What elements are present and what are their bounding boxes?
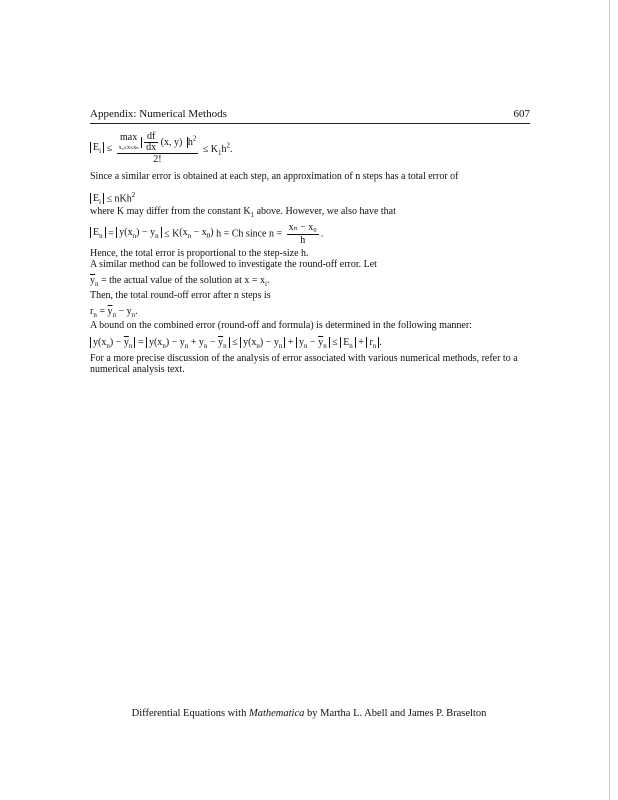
paragraph-line: where K may differ from the constant $K_1$ above. However, we also have that bbox=[90, 206, 396, 219]
running-header bbox=[90, 108, 530, 124]
paragraph-line: A similar method can be followed to investigate the round-off error. Let bbox=[90, 259, 377, 270]
equation-local-error: $E_i$ ≤ max x₀≤x≤xₙ $\frac{df}{dx}$ (x, y) $h^2$ 2! ≤ $K_1h^2$. bbox=[90, 132, 233, 166]
header-rule bbox=[90, 123, 530, 124]
page-number: 607 bbox=[513, 108, 530, 120]
equation-roundoff: $r_n = \overline{y}_n - y_n$. bbox=[90, 306, 138, 319]
footer-italic-title: Mathematica bbox=[248, 708, 305, 719]
fraction-max-derivative: max x₀≤x≤xₙ $\frac{df}{dx}$ (x, y) $h^2$ 2! bbox=[118, 131, 197, 165]
paragraph-line: numerical analysis text. bbox=[90, 364, 185, 375]
header-title: Appendix: Numerical Methods bbox=[90, 108, 227, 120]
equation-error-bound: $E_n = y(x_n) - y_n \le K(x_n - x_0) h = Ch$ since n = $\frac{\text{xₙ − x₀}}{h}$ . bbox=[90, 222, 323, 247]
paragraph-line: Since a similar error is obtained at each step, an approximation of n steps has a total error of bbox=[90, 171, 459, 182]
paragraph-line: A bound on the combined error (round-off and formula) is determined in the following manner: bbox=[90, 320, 472, 331]
equation-total-error: $E_i \le nKh^2$ bbox=[90, 189, 135, 208]
page-footer: Differential Equations with Mathematica by Martha L. Abell and James P. Braselton bbox=[131, 708, 487, 719]
paragraph-line: For a more precise discussion of the analysis of error associated with various numerical methods, refer to a bbox=[90, 353, 518, 364]
page-edge-line bbox=[609, 0, 610, 800]
equation-combined-bound: $y(x_n) - \overline{y}_n = y(x_n) - y_n + y_n - \overline{y}_n \le y(x_n) - y_n + y_n - \overline{y}_n \le E_n + r_n$ . bbox=[90, 337, 382, 352]
paragraph-line: Hence, the total error is proportional to the step-size h. bbox=[90, 248, 309, 259]
equation-actual-value: $\overline{y}_n$ = the actual value of the solution at $x = x_i$. bbox=[90, 275, 270, 288]
paragraph-line: Then, the total round-off error after n steps is bbox=[90, 290, 271, 301]
